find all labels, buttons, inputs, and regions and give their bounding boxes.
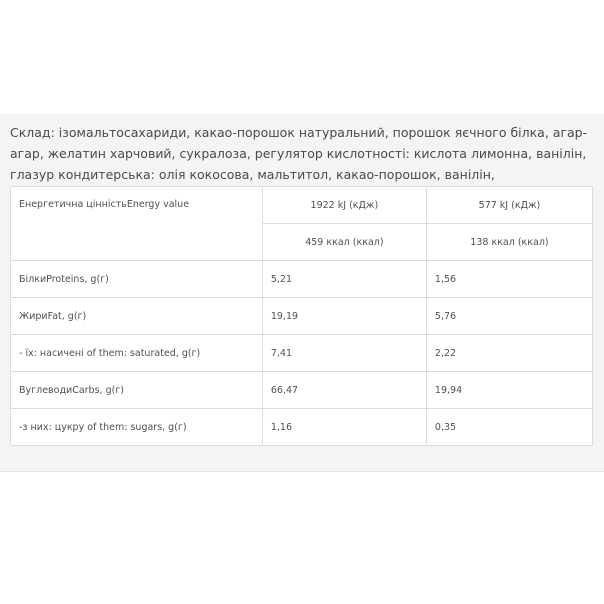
table-row — [11, 261, 593, 298]
row-value-per-portion: 19,94 — [426, 372, 592, 409]
table-row — [11, 409, 593, 446]
row-value-per-100g: 66,47 — [262, 372, 426, 409]
row-label: ВуглеводиCarbs, g(г) — [11, 372, 263, 409]
row-value-per-portion: 2,22 — [426, 335, 592, 372]
row-value-per-portion: 5,76 — [426, 298, 592, 335]
row-value-per-100g: 7,41 — [262, 335, 426, 372]
row-label: - їх: насичені of them: saturated, g(г) — [11, 335, 263, 372]
energy-kj-per-portion: 577 kJ (кДж) — [426, 187, 592, 224]
nutrition-table — [10, 186, 593, 446]
composition-text: Склад: ізомальтосахариди, какао-порошок натуральний, порошок яєчного білка, агар-агар, желатин харчовий, сукралоза, регулятор кислотності: кислота лимонна, ванілін, глазур кондитерська: олія кокосова, мальтитол, какао-порошок, ванілін, — [10, 125, 588, 182]
row-label: БілкиProteins, g(г) — [11, 261, 263, 298]
row-value-per-portion: 0,35 — [426, 409, 592, 446]
energy-kcal-per-portion: 138 ккал (ккал) — [426, 224, 592, 261]
row-value-per-100g: 1,16 — [262, 409, 426, 446]
table-row — [11, 298, 593, 335]
table-row — [11, 335, 593, 372]
row-label: ЖириFat, g(г) — [11, 298, 263, 335]
row-value-per-100g: 5,21 — [262, 261, 426, 298]
energy-label: Енергетична цінністьEnergy value — [11, 187, 263, 261]
row-value-per-100g: 19,19 — [262, 298, 426, 335]
energy-kj-row — [11, 187, 593, 224]
row-label: -з них: цукру of them: sugars, g(г) — [11, 409, 263, 446]
row-value-per-portion: 1,56 — [426, 261, 592, 298]
table-row — [11, 372, 593, 409]
energy-kj-per-100g: 1922 kJ (кДж) — [262, 187, 426, 224]
energy-kcal-per-100g: 459 ккал (ккал) — [262, 224, 426, 261]
